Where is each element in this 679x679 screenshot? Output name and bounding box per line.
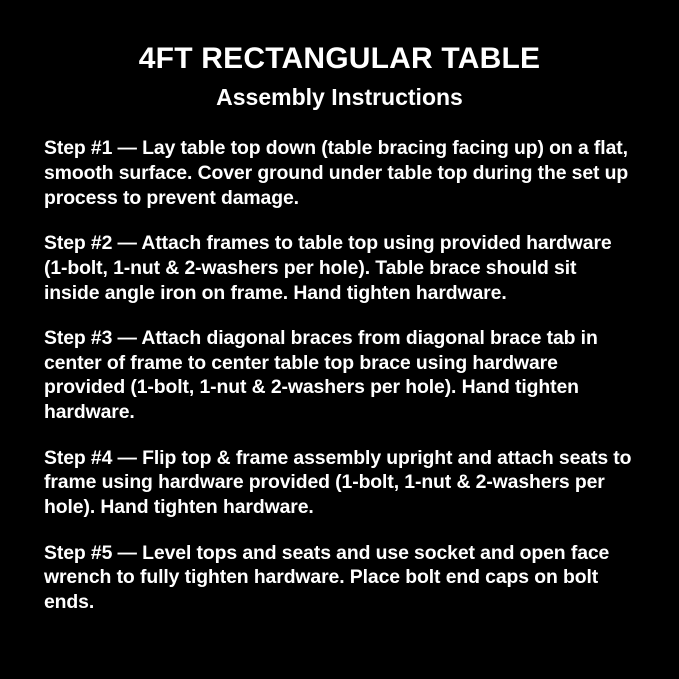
step-item (42, 446, 637, 520)
step-label: Step #3 — (44, 327, 137, 350)
step-text: Attach frames to table top using provided hardware (1-bolt, 1-nut & 2-washers per hole). Table brace should sit inside angle iron on frame. Hand tighten hardware. (44, 232, 612, 304)
step-text: Lay table top down (table bracing facing up) on a flat, smooth surface. Cover ground under table top during the set up process to prevent damage. (44, 137, 629, 209)
step-item (42, 541, 637, 615)
step-label: Step #1 — (44, 137, 137, 160)
step-text: Level tops and seats and use socket and open face wrench to fully tighten hardware. Place bolt end caps on bolt ends. (44, 541, 610, 613)
step-label: Step #5 — (44, 541, 137, 564)
page-subtitle: Assembly Instructions (216, 84, 463, 110)
steps-list (42, 136, 637, 614)
step-text: Attach diagonal braces from diagonal brace tab in center of frame to center table top brace using hardware provided (1-bolt, 1-nut & 2-washers per hole). Hand tighten hardware. (44, 327, 598, 424)
step-item (42, 326, 637, 425)
step-item (42, 136, 637, 210)
step-label: Step #2 — (44, 232, 137, 255)
step-text: Flip top & frame assembly upright and attach seats to frame using hardware provided (1-bolt, 1-nut & 2-washers per hole). Hand tighten hardware. (44, 446, 632, 518)
step-item (42, 231, 637, 305)
page-title: 4FT RECTANGULAR TABLE (138, 42, 541, 75)
step-label: Step #4 — (44, 446, 137, 469)
